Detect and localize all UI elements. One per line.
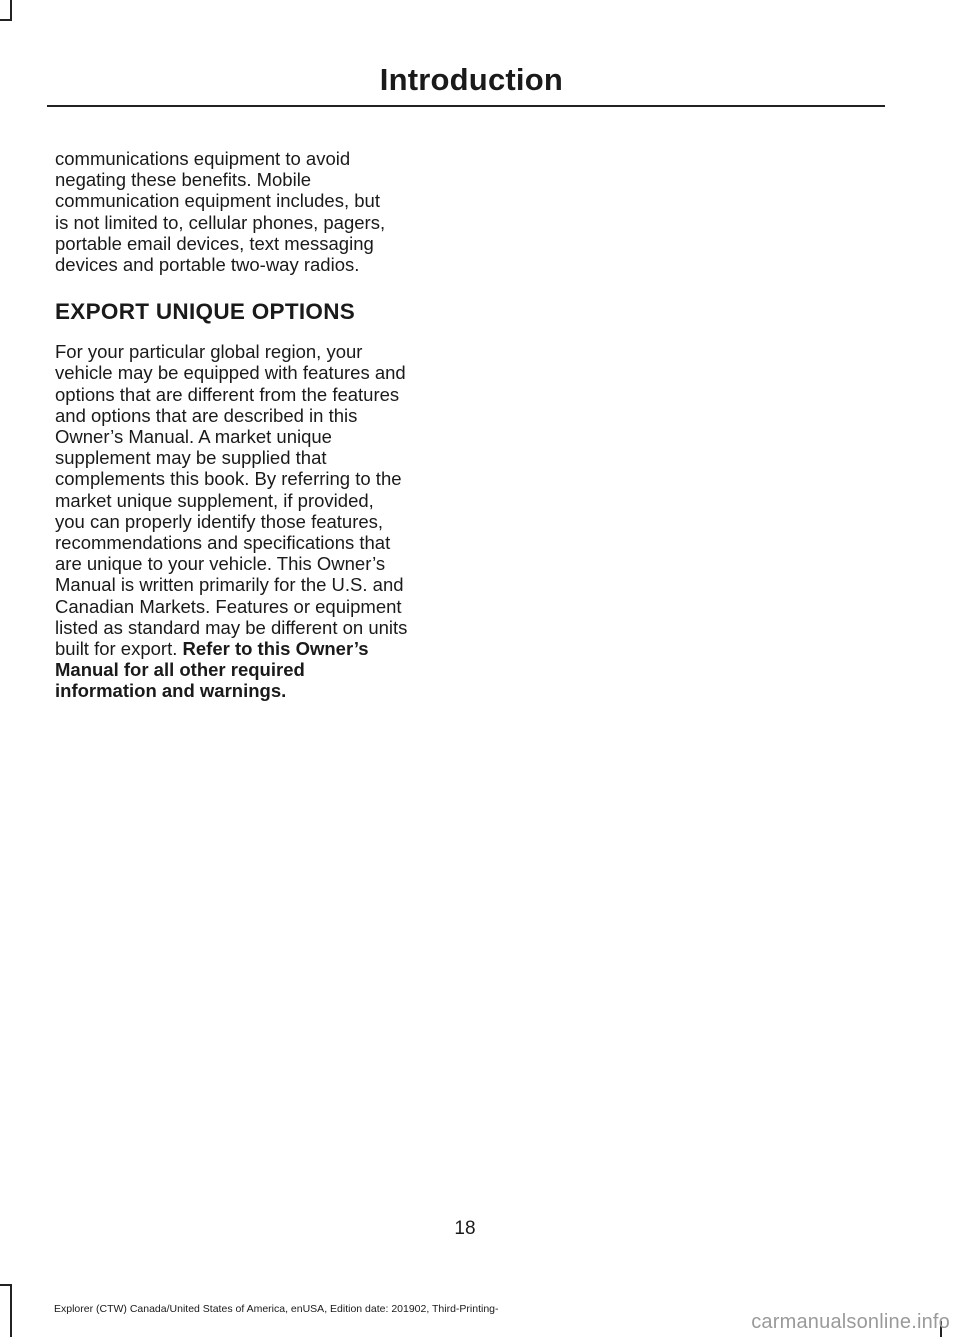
- watermark: carmanualsonline.info: [751, 1311, 950, 1333]
- text-line: market unique supplement, if provided,: [55, 489, 374, 511]
- text-line: and options that are described in this: [55, 404, 358, 426]
- text-line: portable email devices, text messaging: [55, 232, 374, 254]
- text-line: For your particular global region, your: [55, 341, 363, 363]
- main-column: [55, 148, 449, 702]
- intro-paragraph: [55, 148, 449, 275]
- warning-emphasis-line: Manual for all other required: [55, 659, 305, 681]
- page-number: 18: [454, 1218, 476, 1239]
- text-line: complements this book. By referring to the: [55, 468, 402, 490]
- text-line: is not limited to, cellular phones, pagers,: [55, 211, 386, 233]
- edition-footer: Explorer (CTW) Canada/United States of America, enUSA, Edition date: 201902, Third-Printing-: [54, 1303, 499, 1315]
- text-line: you can properly identify those features,: [55, 510, 384, 532]
- text-line: [55, 638, 449, 659]
- warning-emphasis: Refer to this Owner’s: [182, 638, 369, 660]
- text-line: communications equipment to avoid: [55, 148, 351, 169]
- text-line: vehicle may be equipped with features and: [55, 362, 406, 384]
- text-line: Owner’s Manual. A market unique: [55, 426, 332, 448]
- text-line: communication equipment includes, but: [55, 190, 380, 212]
- warning-emphasis-line: information and warnings.: [55, 680, 287, 702]
- text-line: are unique to your vehicle. This Owner’s: [55, 553, 386, 575]
- text-line: devices and portable two-way radios.: [55, 254, 360, 276]
- text-line: Canadian Markets. Features or equipment: [55, 595, 402, 617]
- text-line: supplement may be supplied that: [55, 447, 327, 469]
- export-paragraph: [55, 341, 449, 701]
- export-options-heading: EXPORT UNIQUE OPTIONS: [55, 299, 356, 325]
- text-plain: built for export.: [55, 638, 183, 660]
- crop-mark-top-left-h: [0, 19, 12, 21]
- text-line: listed as standard may be different on units: [55, 616, 408, 638]
- text-line: Manual is written primarily for the U.S. and: [55, 574, 404, 596]
- text-line: options that are different from the features: [55, 383, 400, 405]
- header-rule: [47, 105, 885, 107]
- crop-mark-bottom-left-h: [0, 1284, 12, 1286]
- text-line: recommendations and specifications that: [55, 532, 391, 554]
- crop-mark-top-left: [10, 0, 12, 20]
- section-title: Introduction: [379, 62, 563, 97]
- text-line: negating these benefits. Mobile: [55, 169, 312, 191]
- crop-mark-bottom-left: [10, 1284, 12, 1337]
